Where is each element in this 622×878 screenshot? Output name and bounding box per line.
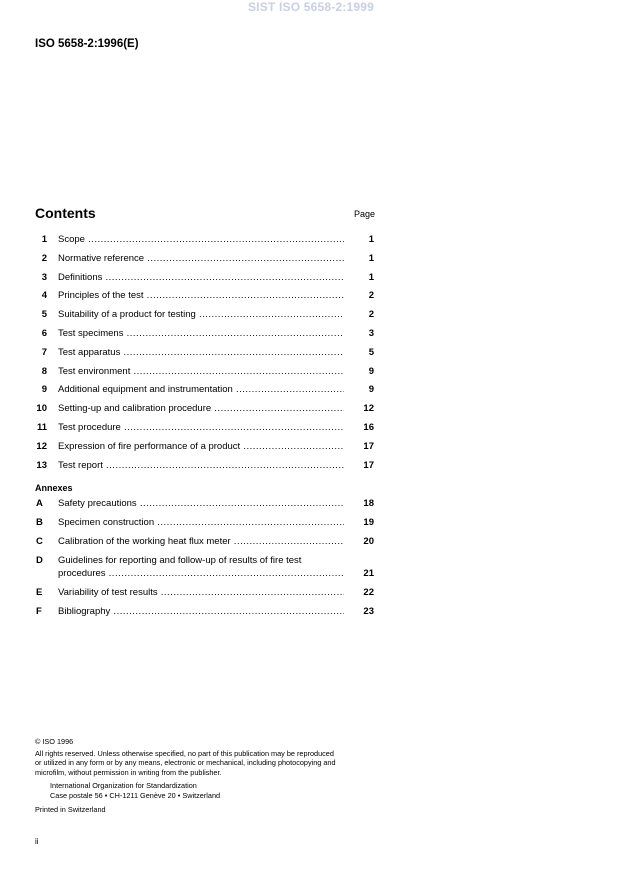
toc-entry-title: Definitions ..... bbox=[58, 271, 344, 285]
toc-entry-8[interactable] bbox=[34, 365, 378, 384]
document-id: ISO 5658-2:1996(E) bbox=[35, 38, 139, 50]
contents-title: Contents bbox=[35, 205, 96, 221]
toc-annex-page: 23 bbox=[363, 605, 374, 617]
toc-annex-e[interactable] bbox=[34, 586, 378, 605]
toc-annex-letter: B bbox=[36, 517, 43, 529]
toc-annex-a[interactable] bbox=[34, 497, 378, 516]
toc-entry-page: 1 bbox=[368, 234, 374, 245]
toc-annex-f[interactable] bbox=[34, 605, 378, 624]
toc-entry-title: Test specimens ..... bbox=[58, 327, 344, 341]
toc-entry-number: 5 bbox=[41, 309, 47, 321]
toc-entry-title: Test procedure ..... bbox=[58, 421, 344, 435]
rights-line-3: microfilm, without permission in writing from the publisher. bbox=[35, 767, 222, 777]
toc-annex-page: 19 bbox=[363, 517, 374, 529]
toc-entry-number: 12 bbox=[36, 440, 47, 452]
rights-line-2: or utilized in any form or by any means, electronic or mechanical, including photocopying and bbox=[35, 758, 336, 768]
toc-entry-page: 1 bbox=[368, 252, 374, 264]
toc-entry-number: 10 bbox=[36, 403, 47, 415]
table-of-contents bbox=[34, 233, 378, 623]
toc-entry-11[interactable] bbox=[34, 421, 378, 440]
toc-annex-b[interactable] bbox=[34, 516, 378, 535]
toc-entry-page: 17 bbox=[363, 459, 374, 471]
toc-entry-number: 3 bbox=[41, 271, 47, 283]
toc-annex-letter: A bbox=[36, 498, 43, 510]
toc-entry-title: Expression of fire performance of a product ..... bbox=[58, 440, 344, 454]
toc-entry-title: Principles of the test ..... bbox=[58, 289, 344, 303]
toc-entry-number: 7 bbox=[41, 346, 47, 358]
organization-address: Case postale 56 • CH-1211 Genève 20 • Switzerland bbox=[50, 790, 221, 800]
toc-entry-page: 2 bbox=[368, 309, 374, 321]
toc-entry-number: 8 bbox=[41, 365, 47, 377]
annexes-heading: Annexes bbox=[35, 483, 73, 494]
toc-annex-title: Calibration of the working heat flux meter ..... bbox=[58, 535, 344, 549]
toc-entry-number: 9 bbox=[41, 384, 47, 396]
rights-line-1: All rights reserved. Unless otherwise specified, no part of this publication may be reproduced bbox=[35, 748, 334, 758]
toc-entry-title: Normative reference ..... bbox=[58, 252, 344, 266]
toc-annex-page: 18 bbox=[363, 498, 374, 510]
toc-annex-title: Bibliography ..... bbox=[58, 605, 344, 619]
toc-entry-page: 3 bbox=[368, 327, 374, 339]
copyright-notice: © ISO 1996 bbox=[35, 737, 74, 746]
toc-annex-title-line2: procedures ..... bbox=[58, 567, 344, 580]
toc-entry-number: 6 bbox=[41, 327, 47, 339]
toc-annex-page: 20 bbox=[363, 535, 374, 547]
toc-entry-13[interactable] bbox=[34, 459, 378, 478]
toc-annex-title: Variability of test results ..... bbox=[58, 586, 344, 600]
toc-entry-page: 9 bbox=[368, 384, 374, 396]
toc-entry-page: 1 bbox=[368, 271, 374, 283]
watermark: SIST ISO 5658-2:1999 bbox=[247, 0, 375, 14]
toc-entry-number: 11 bbox=[36, 421, 47, 433]
toc-entry-title: Setting-up and calibration procedure ..... bbox=[58, 402, 344, 416]
toc-annex-page: 22 bbox=[363, 586, 374, 598]
page-number: ii bbox=[35, 837, 39, 846]
toc-entry-page: 5 bbox=[368, 346, 374, 358]
toc-entry-5[interactable] bbox=[34, 308, 378, 327]
toc-annex-c[interactable] bbox=[34, 535, 378, 554]
toc-entry-page: 2 bbox=[368, 290, 374, 302]
toc-annex-letter: D bbox=[36, 554, 43, 566]
toc-annex-letter: C bbox=[36, 535, 43, 547]
toc-entry-9[interactable] bbox=[34, 383, 378, 402]
toc-entry-6[interactable] bbox=[34, 327, 378, 346]
toc-entry-page: 12 bbox=[363, 403, 374, 415]
toc-entry-1[interactable] bbox=[34, 233, 378, 252]
toc-annex-title bbox=[58, 554, 344, 580]
toc-annex-page: 21 bbox=[363, 567, 374, 579]
toc-entry-2[interactable] bbox=[34, 252, 378, 271]
printed-in: Printed in Switzerland bbox=[35, 804, 106, 814]
toc-entry-10[interactable] bbox=[34, 402, 378, 421]
toc-entry-number: 2 bbox=[41, 252, 47, 264]
toc-entry-title: Suitability of a product for testing ..... bbox=[58, 308, 344, 322]
toc-entry-title: Test environment ..... bbox=[58, 365, 344, 379]
toc-entry-7[interactable] bbox=[34, 346, 378, 365]
toc-annex-letter: F bbox=[36, 605, 42, 617]
toc-entry-page: 17 bbox=[363, 440, 374, 452]
toc-entry-title: Additional equipment and instrumentation ..... bbox=[58, 383, 344, 397]
toc-annex-title-line1: Guidelines for reporting and follow-up of results of fire test bbox=[58, 554, 302, 566]
toc-entry-4[interactable] bbox=[34, 289, 378, 308]
toc-entry-page: 9 bbox=[368, 365, 374, 377]
toc-annex-letter: E bbox=[36, 586, 43, 598]
copyright-block bbox=[35, 737, 385, 814]
organization-name: International Organization for Standardization bbox=[50, 781, 197, 791]
toc-entry-title: Test report ..... bbox=[58, 459, 344, 473]
toc-annex-title: Safety precautions ..... bbox=[58, 497, 344, 511]
toc-entry-number: 1 bbox=[41, 234, 47, 245]
toc-entry-number: 4 bbox=[41, 290, 47, 302]
toc-entry-page: 16 bbox=[363, 421, 374, 433]
toc-entry-12[interactable] bbox=[34, 440, 378, 459]
toc-entry-title: Scope ..... bbox=[58, 233, 344, 247]
toc-entry-number: 13 bbox=[36, 459, 47, 471]
toc-annex-d[interactable] bbox=[34, 554, 378, 586]
toc-entry-3[interactable] bbox=[34, 271, 378, 290]
page-column-label: Page bbox=[354, 209, 376, 219]
toc-annex-title: Specimen construction ..... bbox=[58, 516, 344, 530]
toc-entry-title: Test apparatus ..... bbox=[58, 346, 344, 360]
